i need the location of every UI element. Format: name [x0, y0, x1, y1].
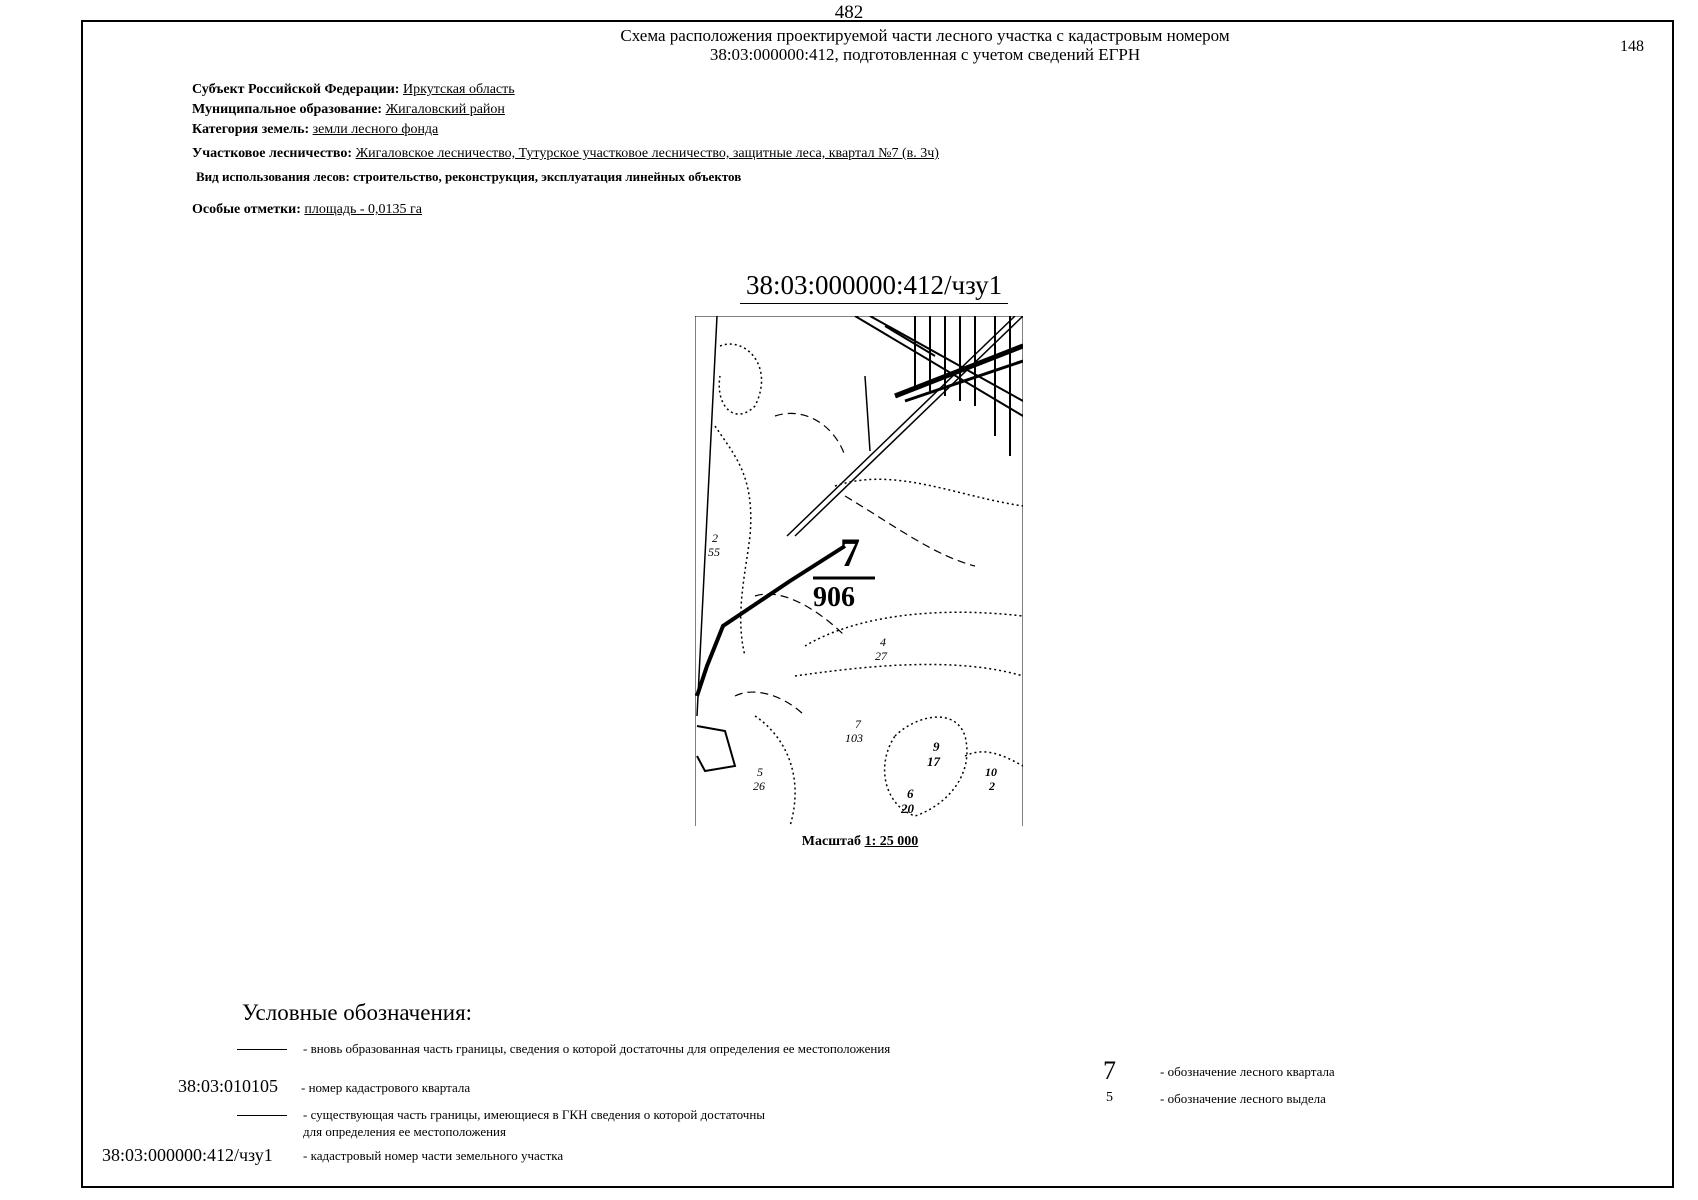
- legend-existing-boundary-line: [237, 1115, 287, 1116]
- scale-value: 1: 25 000: [864, 834, 919, 849]
- land-category-label: Категория земель:: [192, 122, 310, 137]
- legend-plot-number-example: 38:03:000000:412/чзу1: [102, 1145, 273, 1165]
- document-title: [560, 26, 1290, 64]
- map-subdivision-5-area: 26: [753, 779, 765, 793]
- legend-cadastral-quarter-desc: - номер кадастрового квартала: [301, 1080, 471, 1095]
- municipality-label: Муниципальное образование:: [192, 102, 383, 117]
- forestry-label: Участковое лесничество:: [192, 146, 353, 161]
- plot-cadastral-number: 38:03:000000:412/чзу1: [740, 270, 1008, 304]
- legend-forest-quarter-desc: - обозначение лесного квартала: [1160, 1064, 1335, 1079]
- map-subdivision-4-num: 4: [880, 635, 886, 649]
- map-subdivision-4-area: 27: [875, 649, 887, 663]
- map-subdivision-7-num: 7: [855, 717, 861, 731]
- map-quarter-number: 7: [840, 530, 860, 575]
- legend-cadastral-quarter-example: 38:03:010105: [178, 1076, 279, 1096]
- municipality-value: Жигаловский район: [385, 102, 505, 117]
- legend-existing-boundary-desc-1: - существующая часть границы, имеющиеся в ГКН сведения о которой достаточны: [303, 1107, 766, 1122]
- legend-forest-compartment-example: 5: [1106, 1090, 1113, 1105]
- land-category-value: земли лесного фонда: [312, 122, 439, 137]
- title-line-1: Схема расположения проектируемой части лесного участка с кадастровым номером: [620, 26, 1230, 45]
- forestry-value: Жигаловское лесничество, Тутурское участковое лесничество, защитные леса, квартал №7 (в. 3ч): [355, 146, 939, 161]
- map-subdivision-2-num: 2: [712, 531, 718, 545]
- page-number: 482: [834, 2, 864, 23]
- map-subdivision-6-num: 6: [907, 786, 914, 801]
- forest-map: [695, 316, 1023, 826]
- map-subdivision-6-area: 20: [901, 801, 914, 816]
- map-subdivision-10-num: 10: [985, 765, 997, 779]
- land-category-row: [192, 122, 438, 138]
- map-subdivision-9-area: 17: [927, 754, 940, 769]
- map-subdivision-2-area: 55: [708, 545, 720, 559]
- subject-value: Иркутская область: [402, 82, 515, 97]
- scale-label: Масштаб: [801, 834, 862, 849]
- special-label: Особые отметки:: [192, 202, 301, 217]
- forest-use: Вид использования лесов: строительство, реконструкция, эксплуатация линейных объектов: [196, 169, 742, 184]
- map-subdivision-7-area: 103: [845, 731, 863, 745]
- subject-label: Субъект Российской Федерации:: [192, 82, 400, 97]
- title-line-2: 38:03:000000:412, подготовленная с учетом сведений ЕГРН: [709, 45, 1141, 64]
- legend-new-boundary-line: [237, 1049, 287, 1050]
- map-subdivision-10-area: 2: [989, 779, 995, 793]
- legend-plot-number-desc: - кадастровый номер части земельного участка: [303, 1148, 564, 1163]
- map-quarter-area: 906: [813, 582, 855, 613]
- map-subdivision-5-num: 5: [757, 765, 763, 779]
- sheet-number: 148: [1620, 38, 1644, 55]
- subject-row: [192, 82, 515, 98]
- forestry-row: [192, 146, 939, 162]
- legend-title: Условные обозначения:: [242, 1000, 473, 1025]
- map-subdivision-9-num: 9: [933, 739, 940, 754]
- special-notes-row: [192, 202, 422, 218]
- legend-forest-compartment-desc: - обозначение лесного выдела: [1160, 1091, 1326, 1106]
- special-value: площадь - 0,0135 га: [304, 202, 422, 217]
- legend-new-boundary-desc: - вновь образованная часть границы, сведения о которой достаточны для определения ее местоположения: [303, 1041, 891, 1056]
- legend-existing-boundary-desc-2: для определения ее местоположения: [303, 1124, 506, 1139]
- map-scale: [700, 834, 1020, 850]
- legend-forest-quarter-example: 7: [1103, 1056, 1116, 1085]
- municipality-row: [192, 102, 505, 118]
